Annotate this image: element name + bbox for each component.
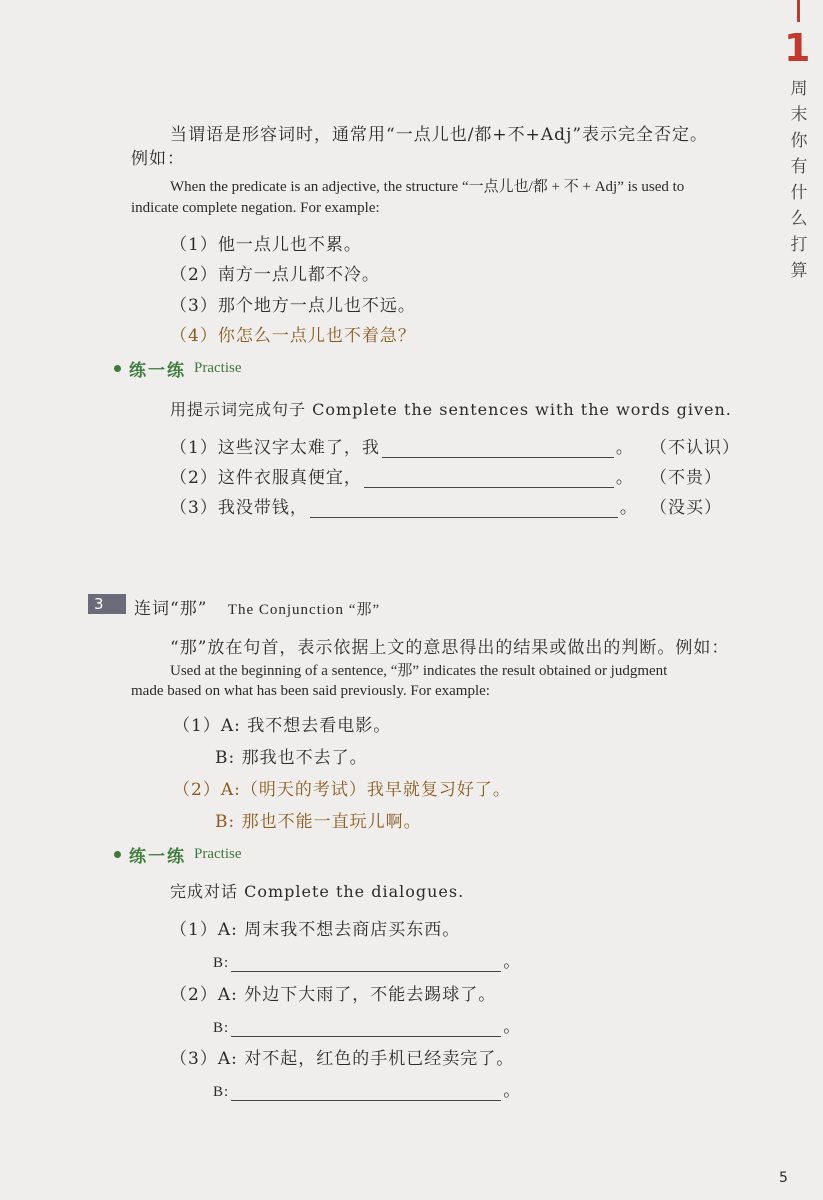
practise1-item-2: （2）这件衣服真便宜， 。 [170,468,634,488]
section3-intro-en-1: Used at the beginning of a sentence, “那” indicates the result obtained or judgment [170,663,668,679]
section3-example-1b: B: 那我也不去了。 [215,748,368,768]
practise2-item-2a: （2）A: 外边下大雨了，不能去踢球了。 [170,985,497,1005]
section3-title-en: The Conjunction “那” [227,602,381,618]
practise2-item-1b: B: 。 [213,952,522,972]
practise-heading-1 [114,356,241,381]
practise2-instruction: 完成对话 Complete the dialogues. [170,882,465,901]
practise-label-cn: 练一练 [129,847,186,867]
answer-blank[interactable] [231,1036,501,1037]
practise2-item-3b: B: 。 [213,1081,522,1101]
grammar-example-1: （1）他一点儿也不累。 [170,235,362,255]
practise2-item-2b: B: 。 [213,1017,522,1037]
practise1-hint-2: （不贵） [650,468,722,488]
section3-intro-cn: “那”放在句首，表示依据上文的意思得出的结果或做出的判断。例如： [170,638,730,658]
section3-example-2b: B: 那也不能一直玩儿啊。 [215,812,422,832]
bullet-icon [114,851,121,858]
answer-blank[interactable] [310,517,618,518]
grammar-intro-en-2: indicate complete negation. For example: [131,200,380,216]
answer-blank[interactable] [231,971,501,972]
answer-blank[interactable] [382,457,614,458]
practise1-item-3: （3）我没带钱， 。 [170,498,638,518]
grammar-intro-en-1: When the predicate is an adjective, the structure “一点儿也/都 + 不 + Adj” is used to [170,179,685,195]
side-tab-rule [797,0,800,22]
section3-example-1a: （1）A: 我不想去看电影。 [173,716,392,736]
practise-label-cn: 练一练 [129,361,186,381]
practise1-hint-3: （没买） [650,498,722,518]
practise-label-en: Practise [194,360,242,376]
practise1-hint-1: （不认识） [650,438,740,458]
lesson-number: 1 [784,26,811,70]
grammar-intro-cn-1: 当谓语是形容词时，通常用“一点儿也/都+不+Adj”表示完全否定。 [170,125,709,145]
section3-title [134,594,380,619]
grammar-intro-cn-2: 例如： [131,149,185,169]
grammar-example-4: （4）你怎么一点儿也不着急？ [170,326,416,346]
practise-heading-2 [114,842,241,867]
grammar-example-2: （2）南方一点儿都不冷。 [170,265,380,285]
practise1-instruction: 用提示词完成句子 Complete the sentences with the words given. [170,400,732,419]
grammar-example-3: （3）那个地方一点儿也不远。 [170,296,416,316]
answer-blank[interactable] [231,1100,501,1101]
section3-intro-en-2: made based on what has been said previously. For example: [131,683,490,699]
section3-example-2a: （2）A:（明天的考试）我早就复习好了。 [173,780,511,800]
section3-title-cn: 连词“那” [134,599,208,619]
practise2-item-3a: （3）A: 对不起，红色的手机已经卖完了。 [170,1049,515,1069]
practise2-item-1a: （1）A: 周末我不想去商店买东西。 [170,920,461,940]
section-number-badge: 3 [88,594,126,614]
lesson-title: 周末你有什么打算 [790,79,808,281]
page-number: 5 [779,1170,788,1186]
answer-blank[interactable] [364,487,614,488]
bullet-icon [114,365,121,372]
practise-label-en: Practise [194,846,242,862]
practise1-item-1: （1）这些汉字太难了，我 。 [170,438,634,458]
